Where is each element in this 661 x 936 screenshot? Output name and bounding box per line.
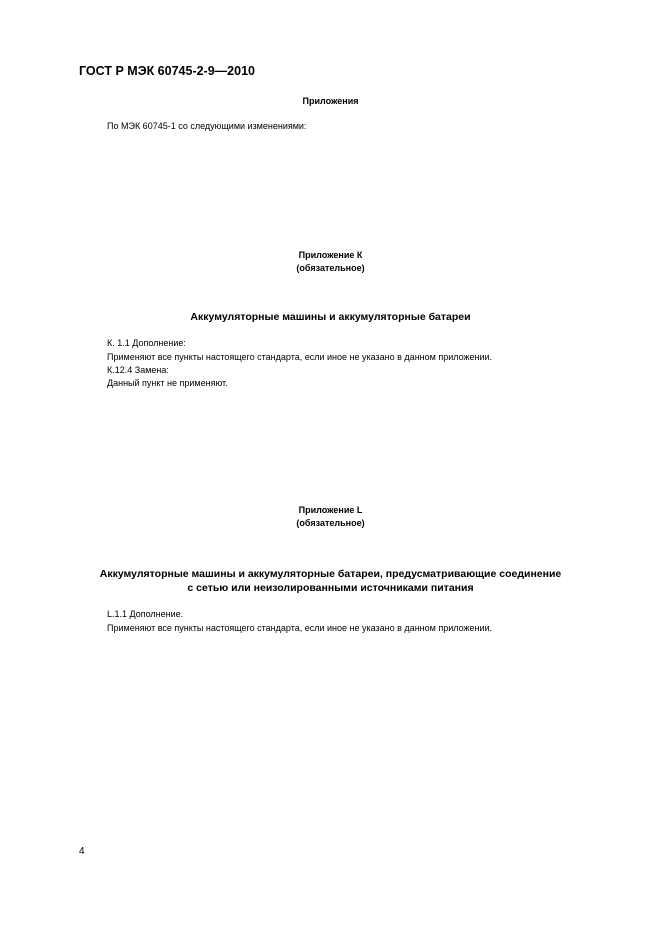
- page-number: 4: [79, 846, 85, 857]
- annex-l-status: (обязательное): [296, 518, 365, 528]
- annex-k-line: К.12.4 Замена:: [107, 365, 169, 375]
- document-code: ГОСТ Р МЭК 60745-2-9—2010: [79, 64, 255, 78]
- annex-k-line: К. 1.1 Дополнение:: [107, 338, 186, 348]
- annex-l-line: Применяют все пункты настоящего стандарта, если иное не указано в данном приложении.: [107, 623, 493, 633]
- annex-l-title-line2: с сетью или неизолированными источниками питания: [187, 582, 474, 594]
- annex-k-line: Применяют все пункты настоящего стандарта, если иное не указано в данном приложении.: [107, 352, 493, 362]
- annex-k-line: Данный пункт не применяют.: [107, 378, 228, 388]
- annex-l-label: Приложение L: [298, 505, 363, 515]
- annex-k-status: (обязательное): [296, 263, 365, 273]
- appendices-heading: Приложения: [302, 96, 359, 106]
- annex-k-label: Приложение К: [298, 250, 363, 260]
- annex-k-title: Аккумуляторные машины и аккумуляторные батареи: [190, 311, 471, 323]
- annex-l-title-line1: Аккумуляторные машины и аккумуляторные батареи, предусматривающие соединение: [99, 568, 562, 580]
- intro-text: По МЭК 60745-1 со следующими изменениями:: [107, 121, 307, 131]
- annex-l-line: L.1.1 Дополнение.: [107, 609, 184, 619]
